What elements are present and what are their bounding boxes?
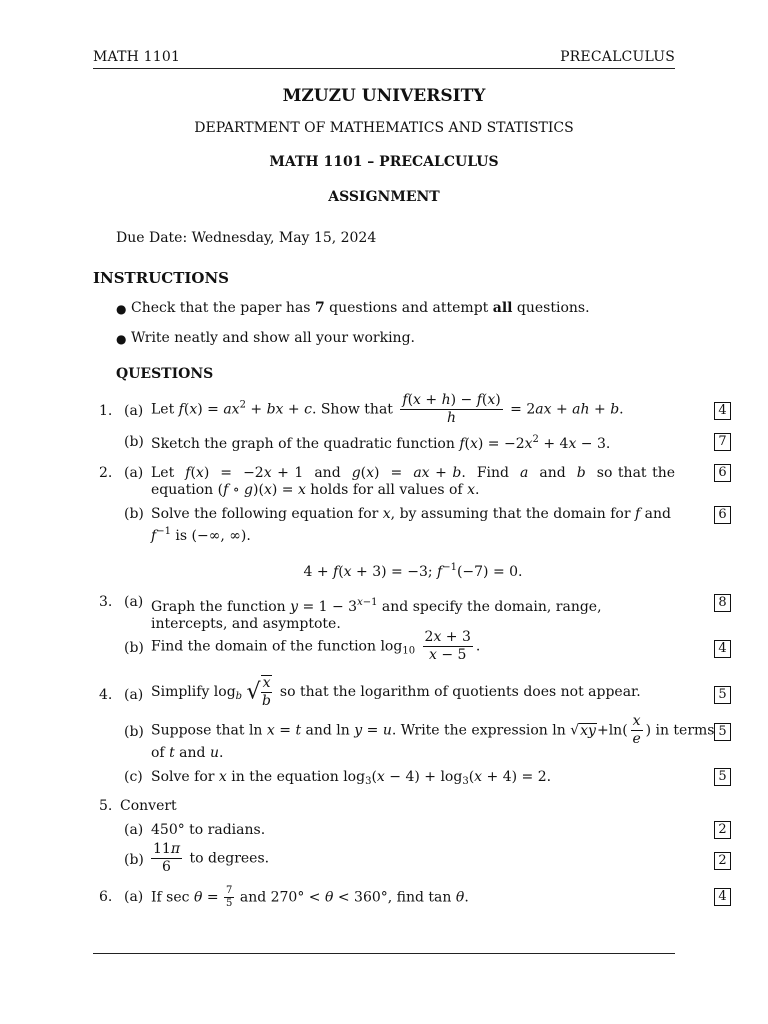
q1a-marks: 4 — [714, 402, 731, 420]
q3a-text: Graph the function $y = 1 - 3^{x-1}$ and specify the domain, range, intercepts, and asymptote. — [151, 597, 602, 632]
course-title: MATH 1101 – PRECALCULUS — [269, 154, 499, 170]
q4b-label: (b) — [124, 724, 144, 740]
q5a-text: 450° to radians. — [151, 822, 266, 838]
q2a-label: (a) — [124, 465, 144, 481]
university-name: MZUZU UNIVERSITY — [282, 86, 486, 106]
bullet-icon: ● — [116, 302, 127, 316]
q2b-text: Solve the following equation for x, by assuming that the domain for f and $f^{-1}$ is (−∞, ∞). — [151, 506, 671, 544]
q4a-text: Simplify $\log_b$ √ $\frac{x}{b}$ so that the logarithm of quotients does not appear. — [151, 675, 641, 709]
q3b-marks: 4 — [714, 640, 731, 658]
q5a-label: (a) — [124, 822, 144, 838]
q5b-marks: 2 — [714, 852, 731, 870]
q6-number: 6. — [99, 889, 113, 905]
q4b-text: Suppose that ln x = t and ln y = u. Write the expression ln √xy+ln( $\frac{x}{e}$ ) in terms — [151, 713, 715, 747]
q5b-text: $\frac{11\pi}{6}$ to degrees. — [153, 841, 270, 875]
q1a-label: (a) — [124, 403, 144, 419]
q2b-label: (b) — [124, 506, 144, 522]
q4a-label: (a) — [124, 687, 144, 703]
q2b-equation: 4 + f(x + 3) = −3; $f^{-1}(-7) = 0$. — [303, 562, 523, 580]
instruction-1: Check that the paper has 7 questions and attempt all questions. — [131, 300, 590, 316]
q5-number: 5. — [99, 798, 113, 814]
q1-number: 1. — [99, 403, 113, 419]
header-course-code: MATH 1101 — [93, 49, 181, 65]
questions-heading: QUESTIONS — [116, 366, 214, 382]
q5a-marks: 2 — [714, 821, 731, 839]
header-course-name: PRECALCULUS — [560, 49, 675, 65]
q3-number: 3. — [99, 594, 113, 610]
q3a-label: (a) — [124, 594, 144, 610]
q1b-marks: 7 — [714, 433, 731, 451]
assignment-title: ASSIGNMENT — [328, 189, 440, 205]
q1b-text: Sketch the graph of the quadratic function $f(x) = -2x^2 + 4x - 3$. — [151, 434, 611, 452]
q4c-label: (c) — [124, 769, 143, 785]
q1b-label: (b) — [124, 434, 144, 450]
q2a-marks: 6 — [714, 464, 731, 482]
q4a-marks: 5 — [714, 686, 731, 704]
q3a-marks: 8 — [714, 594, 731, 612]
q2b-marks: 6 — [714, 506, 731, 524]
department-name: DEPARTMENT OF MATHEMATICS AND STATISTICS — [194, 120, 574, 136]
q4b-marks: 5 — [714, 723, 731, 741]
bullet-icon: ● — [116, 332, 127, 346]
q2a-text: Let f(x) = −2x + 1 and g(x) = ax + b. Find a and b so that the equation (f ∘ g)(x) = x holds for all values of x. — [151, 465, 675, 498]
q5b-label: (b) — [124, 852, 144, 868]
q2-number: 2. — [99, 465, 113, 481]
q6a-marks: 4 — [714, 888, 731, 906]
q3b-text: Find the domain of the function $\log_{10}$ $\frac{2x + 3}{x - 5}$ . — [151, 629, 481, 663]
q1a-text: Let $f(x) = ax^2$ + bx + c. Show that $\frac{f(x + h) - f(x)}{h}$ = 2ax + ah + b. — [151, 392, 624, 426]
q4c-marks: 5 — [714, 768, 731, 786]
header-rule — [93, 68, 675, 69]
instructions-heading: INSTRUCTIONS — [93, 269, 229, 287]
q4c-text: Solve for x in the equation $\log_3(x - 4) + \log_3(x + 4) = 2$. — [151, 769, 552, 787]
q6a-text: If sec θ = $\frac{7}{5}$ and 270° < θ < 360°, find tan θ. — [151, 885, 469, 909]
due-date: Due Date: Wednesday, May 15, 2024 — [116, 230, 377, 246]
instruction-2: Write neatly and show all your working. — [131, 330, 415, 346]
footer-rule — [93, 953, 675, 954]
q4-number: 4. — [99, 687, 113, 703]
q3b-label: (b) — [124, 640, 144, 656]
q5-title: Convert — [120, 798, 177, 814]
q6a-label: (a) — [124, 889, 144, 905]
q4b-text-cont: of t and u. — [151, 745, 224, 761]
